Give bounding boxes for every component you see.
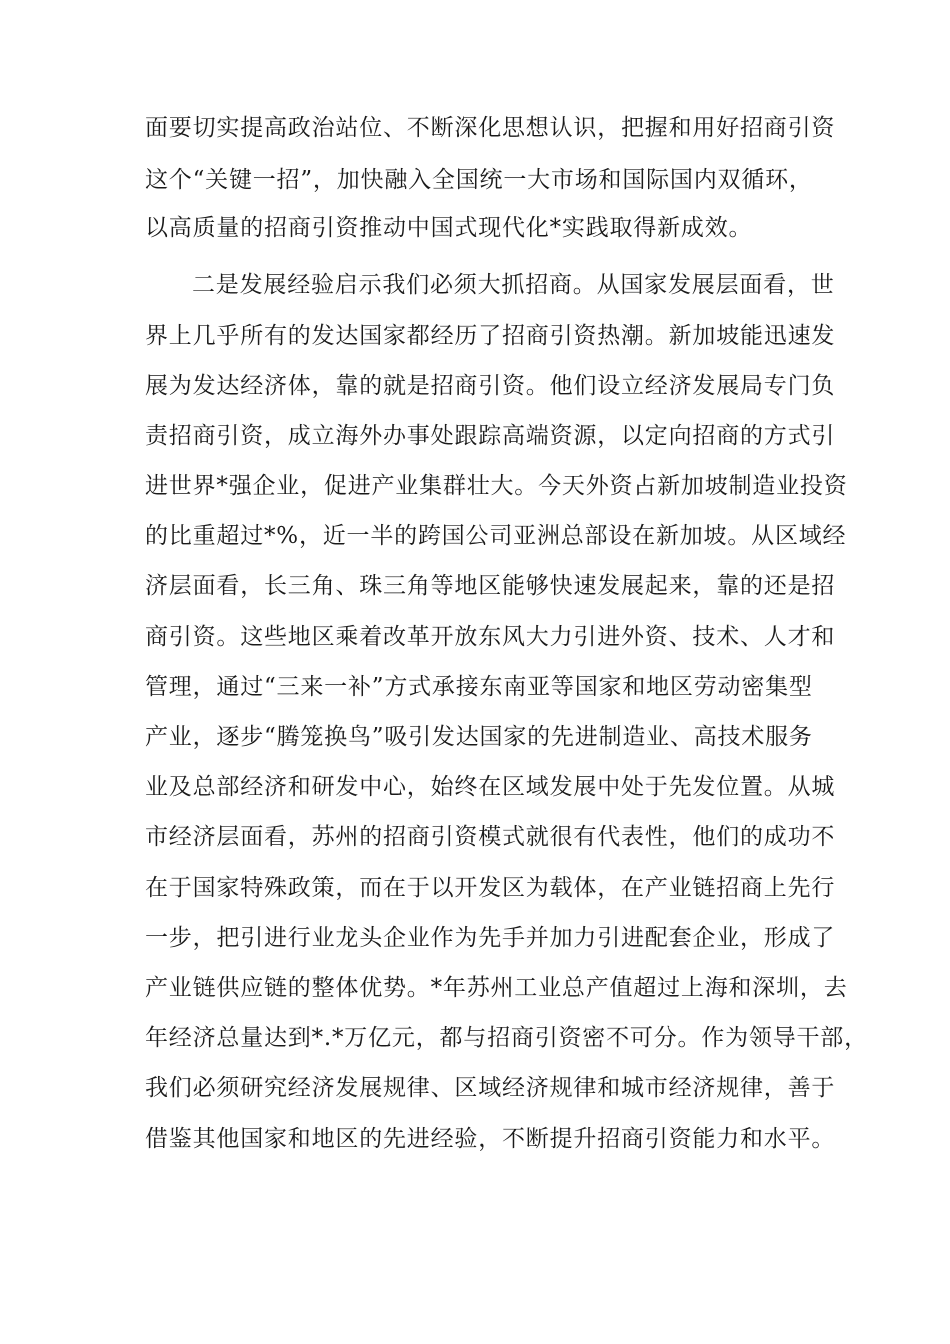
text-line: 进世界*强企业，促进产业集群壮大。今天外资占新加坡制造业投资	[145, 473, 848, 499]
text-line: 市经济层面看，苏州的招商引资模式就很有代表性，他们的成功不	[145, 824, 836, 850]
text-line: 面要切实提高政治站位、不断深化思想认识，把握和用好招商引资	[145, 115, 836, 141]
text-line: 我们必须研究经济发展规律、区域经济规律和城市经济规律，善于	[145, 1075, 836, 1101]
text-line: 责招商引资，成立海外办事处跟踪高端资源，以定向招商的方式引	[145, 423, 836, 449]
text-line: 展为发达经济体，靠的就是招商引资。他们设立经济发展局专门负	[145, 373, 836, 399]
text-line: 商引资。这些地区乘着改革开放东风大力引进外资、技术、人才和	[145, 624, 836, 650]
text-line: 年经济总量达到*.*万亿元，都与招商引资密不可分。作为领导干部，	[145, 1025, 868, 1051]
text-line: 在于国家特殊政策，而在于以开发区为载体，在产业链招商上先行	[145, 875, 836, 901]
text-line: 借鉴其他国家和地区的先进经验，不断提升招商引资能力和水平。	[145, 1126, 836, 1152]
text-line: 的比重超过*%，近一半的跨国公司亚洲总部设在新加坡。从区域经	[145, 523, 847, 549]
text-line: 业及总部经济和研发中心，始终在区域发展中处于先发位置。从城	[145, 774, 836, 800]
text-line: 二是发展经验启示我们必须大抓招商。从国家发展层面看，世	[192, 272, 835, 298]
text-line: 产业，逐步“腾笼换鸟”吸引发达国家的先进制造业、高技术服务	[145, 724, 813, 750]
text-line: 一步，把引进行业龙头企业作为先手并加力引进配套企业，形成了	[145, 925, 836, 951]
text-line: 济层面看，长三角、珠三角等地区能够快速发展起来，靠的还是招	[145, 573, 836, 599]
text-line: 产业链供应链的整体优势。*年苏州工业总产值超过上海和深圳，去	[145, 975, 848, 1001]
text-line: 这个“关键一招”，加快融入全国统一大市场和国际国内双循环，	[145, 167, 813, 193]
text-line: 管理，通过“三来一补”方式承接东南亚等国家和地区劳动密集型	[145, 674, 813, 700]
text-line: 以高质量的招商引资推动中国式现代化*实践取得新成效。	[145, 215, 753, 241]
text-line: 界上几乎所有的发达国家都经历了招商引资热潮。新加坡能迅速发	[145, 323, 836, 349]
